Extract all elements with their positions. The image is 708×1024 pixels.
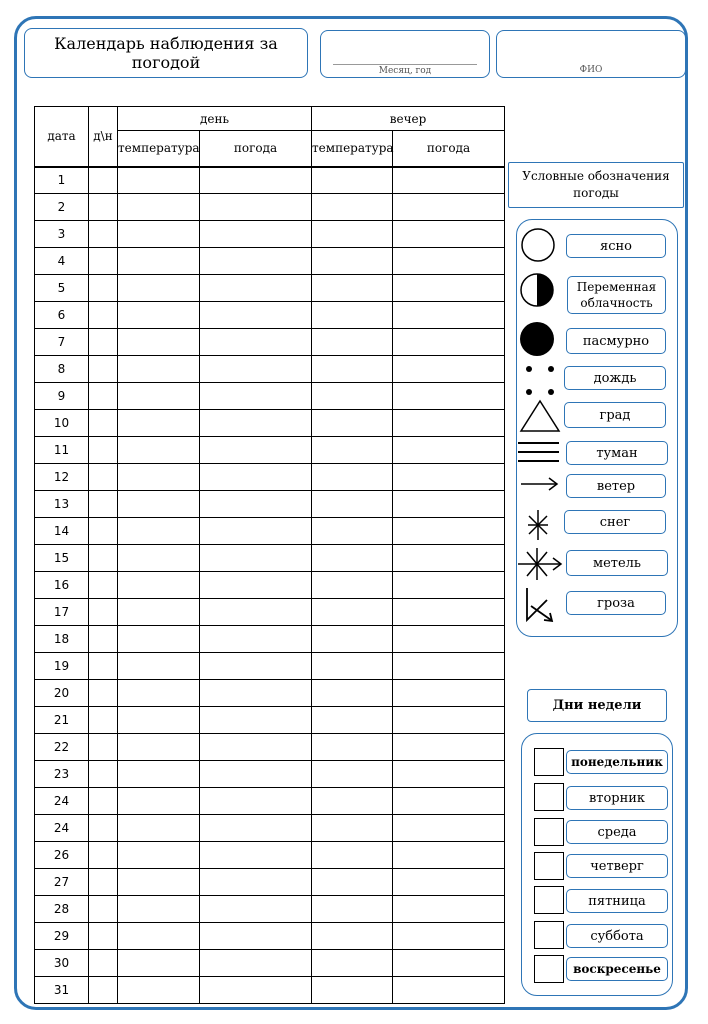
dow-cell[interactable] [89,842,118,869]
evening-temperature-cell[interactable] [312,410,393,437]
evening-weather-cell[interactable] [393,329,505,356]
evening-temperature-cell[interactable] [312,869,393,896]
evening-temperature-cell[interactable] [312,275,393,302]
legend-label-clear: ясно [566,234,666,258]
table-row [35,923,505,950]
evening-weather-cell[interactable] [393,383,505,410]
day-temperature-cell[interactable] [118,869,200,896]
table-row [35,383,505,410]
date-cell: 10 [35,410,89,437]
weekday-label-wednesday: среда [566,820,668,844]
dow-cell[interactable] [89,950,118,977]
date-cell: 18 [35,626,89,653]
dow-cell[interactable] [89,410,118,437]
weekday-label-sunday: воскресенье [566,957,668,981]
evening-weather-cell[interactable] [393,572,505,599]
table-row [35,950,505,977]
date-cell: 30 [35,950,89,977]
day-weather-cell[interactable] [200,680,312,707]
day-temperature-cell[interactable] [118,788,200,815]
dow-cell[interactable] [89,383,118,410]
weekday-label-saturday: суббота [566,924,668,948]
day-temperature-cell[interactable] [118,410,200,437]
calendar-table [34,106,505,1004]
day-temperature-cell[interactable] [118,221,200,248]
date-cell: 28 [35,896,89,923]
dow-cell[interactable] [89,680,118,707]
weekday-checkbox-saturday[interactable] [534,921,564,949]
evening-weather-cell[interactable] [393,248,505,275]
day-temperature-cell[interactable] [118,680,200,707]
weekdays-title: Дни недели [527,689,667,722]
date-cell: 6 [35,302,89,329]
table-row [35,356,505,383]
date-cell: 12 [35,464,89,491]
dow-cell[interactable] [89,221,118,248]
legend-title: Условные обозначения погоды [508,162,684,208]
table-row [35,518,505,545]
day-weather-cell[interactable] [200,572,312,599]
evening-temperature-cell[interactable] [312,302,393,329]
legend-label-thunderstorm: гроза [566,591,666,615]
dow-cell[interactable] [89,734,118,761]
day-temperature-cell[interactable] [118,599,200,626]
table-row [35,221,505,248]
day-temperature-cell[interactable] [118,167,200,194]
table-row [35,302,505,329]
table-row [35,167,505,194]
dow-cell[interactable] [89,572,118,599]
blizzard-icon [517,546,563,582]
evening-temperature-cell[interactable] [312,680,393,707]
day-weather-cell[interactable] [200,275,312,302]
evening-weather-cell[interactable] [393,491,505,518]
table-row [35,464,505,491]
table-row [35,977,505,1004]
evening-weather-cell[interactable] [393,464,505,491]
legend-label-partly-cloudy: Переменная облачность [567,276,666,314]
day-temperature-cell[interactable] [118,383,200,410]
date-cell: 9 [35,383,89,410]
table-row [35,896,505,923]
date-cell: 19 [35,653,89,680]
day-weather-cell[interactable] [200,302,312,329]
col-header-day-temperature: температура [118,131,200,167]
day-weather-cell[interactable] [200,977,312,1004]
day-temperature-cell[interactable] [118,734,200,761]
evening-temperature-cell[interactable] [312,815,393,842]
day-weather-cell[interactable] [200,221,312,248]
calendar-body [35,167,505,1004]
date-cell: 11 [35,437,89,464]
day-temperature-cell[interactable] [118,275,200,302]
evening-temperature-cell[interactable] [312,572,393,599]
day-temperature-cell[interactable] [118,626,200,653]
day-weather-cell[interactable] [200,599,312,626]
evening-weather-cell[interactable] [393,815,505,842]
dow-cell[interactable] [89,653,118,680]
dow-cell[interactable] [89,167,118,194]
table-row [35,626,505,653]
triangle-icon [519,398,563,434]
evening-weather-cell[interactable] [393,707,505,734]
table-row [35,599,505,626]
table-row [35,869,505,896]
table-row [35,761,505,788]
dow-cell[interactable] [89,977,118,1004]
date-cell: 3 [35,221,89,248]
dow-cell[interactable] [89,707,118,734]
date-cell: 23 [35,761,89,788]
rain-dots-icon [519,362,559,398]
snowflake-icon [521,508,555,542]
day-temperature-cell[interactable] [118,572,200,599]
evening-temperature-cell[interactable] [312,491,393,518]
evening-temperature-cell[interactable] [312,194,393,221]
table-row [35,329,505,356]
lightning-icon [523,586,557,624]
dow-cell[interactable] [89,626,118,653]
evening-weather-cell[interactable] [393,545,505,572]
table-row [35,275,505,302]
evening-temperature-cell[interactable] [312,653,393,680]
col-header-evening-weather: погода [393,131,505,167]
evening-temperature-cell[interactable] [312,383,393,410]
table-row [35,572,505,599]
dow-cell[interactable] [89,329,118,356]
evening-weather-cell[interactable] [393,842,505,869]
fog-lines-icon [517,440,561,466]
day-weather-cell[interactable] [200,167,312,194]
day-temperature-cell[interactable] [118,491,200,518]
day-temperature-cell[interactable] [118,302,200,329]
dow-cell[interactable] [89,491,118,518]
evening-weather-cell[interactable] [393,626,505,653]
evening-temperature-cell[interactable] [312,545,393,572]
weekday-label-tuesday: вторник [566,786,668,810]
month-year-caption: Месяц, год [378,66,432,76]
day-weather-cell[interactable] [200,653,312,680]
day-temperature-cell[interactable] [118,842,200,869]
weekday-label-friday: пятница [566,889,668,913]
group-header-day: день [118,107,312,131]
day-temperature-cell[interactable] [118,923,200,950]
date-cell: 2 [35,194,89,221]
month-year-field[interactable] [320,30,490,78]
day-weather-cell[interactable] [200,788,312,815]
evening-weather-cell[interactable] [393,869,505,896]
evening-weather-cell[interactable] [393,896,505,923]
col-header-evening-temperature: температура [312,131,393,167]
evening-temperature-cell[interactable] [312,167,393,194]
day-weather-cell[interactable] [200,761,312,788]
date-cell: 24 [35,788,89,815]
weekday-checkbox-tuesday[interactable] [534,783,564,811]
date-cell: 24 [35,815,89,842]
evening-temperature-cell[interactable] [312,626,393,653]
legend-label-rain: дождь [564,366,666,390]
day-temperature-cell[interactable] [118,248,200,275]
legend-label-fog: туман [566,441,668,465]
weekday-checkbox-monday[interactable] [534,748,564,776]
dow-cell[interactable] [89,896,118,923]
day-temperature-cell[interactable] [118,356,200,383]
evening-weather-cell[interactable] [393,950,505,977]
weekday-checkbox-friday[interactable] [534,886,564,914]
col-header-dow: д\н [89,107,118,167]
table-row [35,248,505,275]
evening-weather-cell[interactable] [393,437,505,464]
evening-temperature-cell[interactable] [312,788,393,815]
day-weather-cell[interactable] [200,545,312,572]
clear-circle-icon [519,227,559,263]
evening-weather-cell[interactable] [393,221,505,248]
day-weather-cell[interactable] [200,626,312,653]
table-row [35,653,505,680]
evening-temperature-cell[interactable] [312,896,393,923]
evening-weather-cell[interactable] [393,734,505,761]
table-row [35,842,505,869]
col-header-day-weather: погода [200,131,312,167]
weekday-checkbox-sunday[interactable] [534,955,564,983]
table-row [35,491,505,518]
dow-cell[interactable] [89,518,118,545]
table-row [35,545,505,572]
table-row [35,734,505,761]
day-weather-cell[interactable] [200,248,312,275]
date-cell: 17 [35,599,89,626]
table-row [35,680,505,707]
page-title: Календарь наблюдения за погодой [24,28,308,78]
evening-weather-cell[interactable] [393,518,505,545]
evening-temperature-cell[interactable] [312,707,393,734]
dow-cell[interactable] [89,464,118,491]
weekday-label-thursday: четверг [566,854,668,878]
col-header-date: дата [35,107,89,167]
evening-temperature-cell[interactable] [312,761,393,788]
evening-weather-cell[interactable] [393,275,505,302]
day-weather-cell[interactable] [200,383,312,410]
date-cell: 29 [35,923,89,950]
arrow-icon [519,474,561,494]
half-circle-icon [519,272,559,308]
evening-temperature-cell[interactable] [312,950,393,977]
day-weather-cell[interactable] [200,950,312,977]
date-cell: 14 [35,518,89,545]
evening-weather-cell[interactable] [393,194,505,221]
day-weather-cell[interactable] [200,923,312,950]
table-row [35,815,505,842]
dow-cell[interactable] [89,815,118,842]
legend-label-wind: ветер [566,474,666,498]
evening-weather-cell[interactable] [393,356,505,383]
day-weather-cell[interactable] [200,815,312,842]
table-row [35,194,505,221]
evening-weather-cell[interactable] [393,977,505,1004]
day-weather-cell[interactable] [200,356,312,383]
day-temperature-cell[interactable] [118,707,200,734]
day-temperature-cell[interactable] [118,437,200,464]
day-temperature-cell[interactable] [118,518,200,545]
weekday-label-monday: понедельник [566,750,668,774]
evening-temperature-cell[interactable] [312,518,393,545]
legend-label-snow: снег [564,510,666,534]
legend-label-overcast: пасмурно [566,328,666,354]
day-temperature-cell[interactable] [118,896,200,923]
day-weather-cell[interactable] [200,518,312,545]
date-cell: 26 [35,842,89,869]
day-temperature-cell[interactable] [118,977,200,1004]
table-row [35,788,505,815]
evening-weather-cell[interactable] [393,167,505,194]
day-temperature-cell[interactable] [118,194,200,221]
dow-cell[interactable] [89,869,118,896]
table-row [35,437,505,464]
day-weather-cell[interactable] [200,869,312,896]
evening-weather-cell[interactable] [393,923,505,950]
evening-temperature-cell[interactable] [312,599,393,626]
evening-temperature-cell[interactable] [312,977,393,1004]
evening-temperature-cell[interactable] [312,329,393,356]
evening-temperature-cell[interactable] [312,734,393,761]
date-cell: 27 [35,869,89,896]
evening-weather-cell[interactable] [393,680,505,707]
dow-cell[interactable] [89,599,118,626]
day-weather-cell[interactable] [200,491,312,518]
evening-weather-cell[interactable] [393,653,505,680]
evening-weather-cell[interactable] [393,410,505,437]
date-cell: 22 [35,734,89,761]
date-cell: 15 [35,545,89,572]
day-temperature-cell[interactable] [118,329,200,356]
table-row [35,707,505,734]
date-cell: 4 [35,248,89,275]
day-weather-cell[interactable] [200,410,312,437]
evening-weather-cell[interactable] [393,761,505,788]
day-temperature-cell[interactable] [118,545,200,572]
dow-cell[interactable] [89,923,118,950]
day-temperature-cell[interactable] [118,464,200,491]
day-weather-cell[interactable] [200,842,312,869]
dow-cell[interactable] [89,545,118,572]
evening-weather-cell[interactable] [393,788,505,815]
legend-label-blizzard: метель [566,550,668,576]
evening-temperature-cell[interactable] [312,437,393,464]
table-row [35,410,505,437]
evening-weather-cell[interactable] [393,599,505,626]
evening-temperature-cell[interactable] [312,923,393,950]
day-weather-cell[interactable] [200,896,312,923]
evening-temperature-cell[interactable] [312,356,393,383]
evening-weather-cell[interactable] [393,302,505,329]
month-year-line [333,64,477,65]
day-temperature-cell[interactable] [118,653,200,680]
date-cell: 8 [35,356,89,383]
day-weather-cell[interactable] [200,707,312,734]
date-cell: 31 [35,977,89,1004]
dow-cell[interactable] [89,356,118,383]
dow-cell[interactable] [89,275,118,302]
day-weather-cell[interactable] [200,194,312,221]
dow-cell[interactable] [89,194,118,221]
date-cell: 21 [35,707,89,734]
weekday-checkbox-thursday[interactable] [534,852,564,880]
group-header-evening: вечер [312,107,505,131]
date-cell: 5 [35,275,89,302]
dow-cell[interactable] [89,248,118,275]
weekday-checkbox-wednesday[interactable] [534,818,564,846]
filled-circle-icon [519,320,559,358]
dow-cell[interactable] [89,302,118,329]
date-cell: 13 [35,491,89,518]
day-temperature-cell[interactable] [118,761,200,788]
dow-cell[interactable] [89,788,118,815]
day-weather-cell[interactable] [200,437,312,464]
evening-temperature-cell[interactable] [312,842,393,869]
day-temperature-cell[interactable] [118,950,200,977]
date-cell: 7 [35,329,89,356]
dow-cell[interactable] [89,761,118,788]
day-weather-cell[interactable] [200,464,312,491]
date-cell: 20 [35,680,89,707]
evening-temperature-cell[interactable] [312,464,393,491]
fio-caption: ФИО [579,65,603,75]
legend-label-hail: град [564,402,666,428]
dow-cell[interactable] [89,437,118,464]
day-temperature-cell[interactable] [118,815,200,842]
date-cell: 1 [35,167,89,194]
date-cell: 16 [35,572,89,599]
day-weather-cell[interactable] [200,329,312,356]
fio-field[interactable] [496,30,686,78]
evening-temperature-cell[interactable] [312,248,393,275]
day-weather-cell[interactable] [200,734,312,761]
evening-temperature-cell[interactable] [312,221,393,248]
